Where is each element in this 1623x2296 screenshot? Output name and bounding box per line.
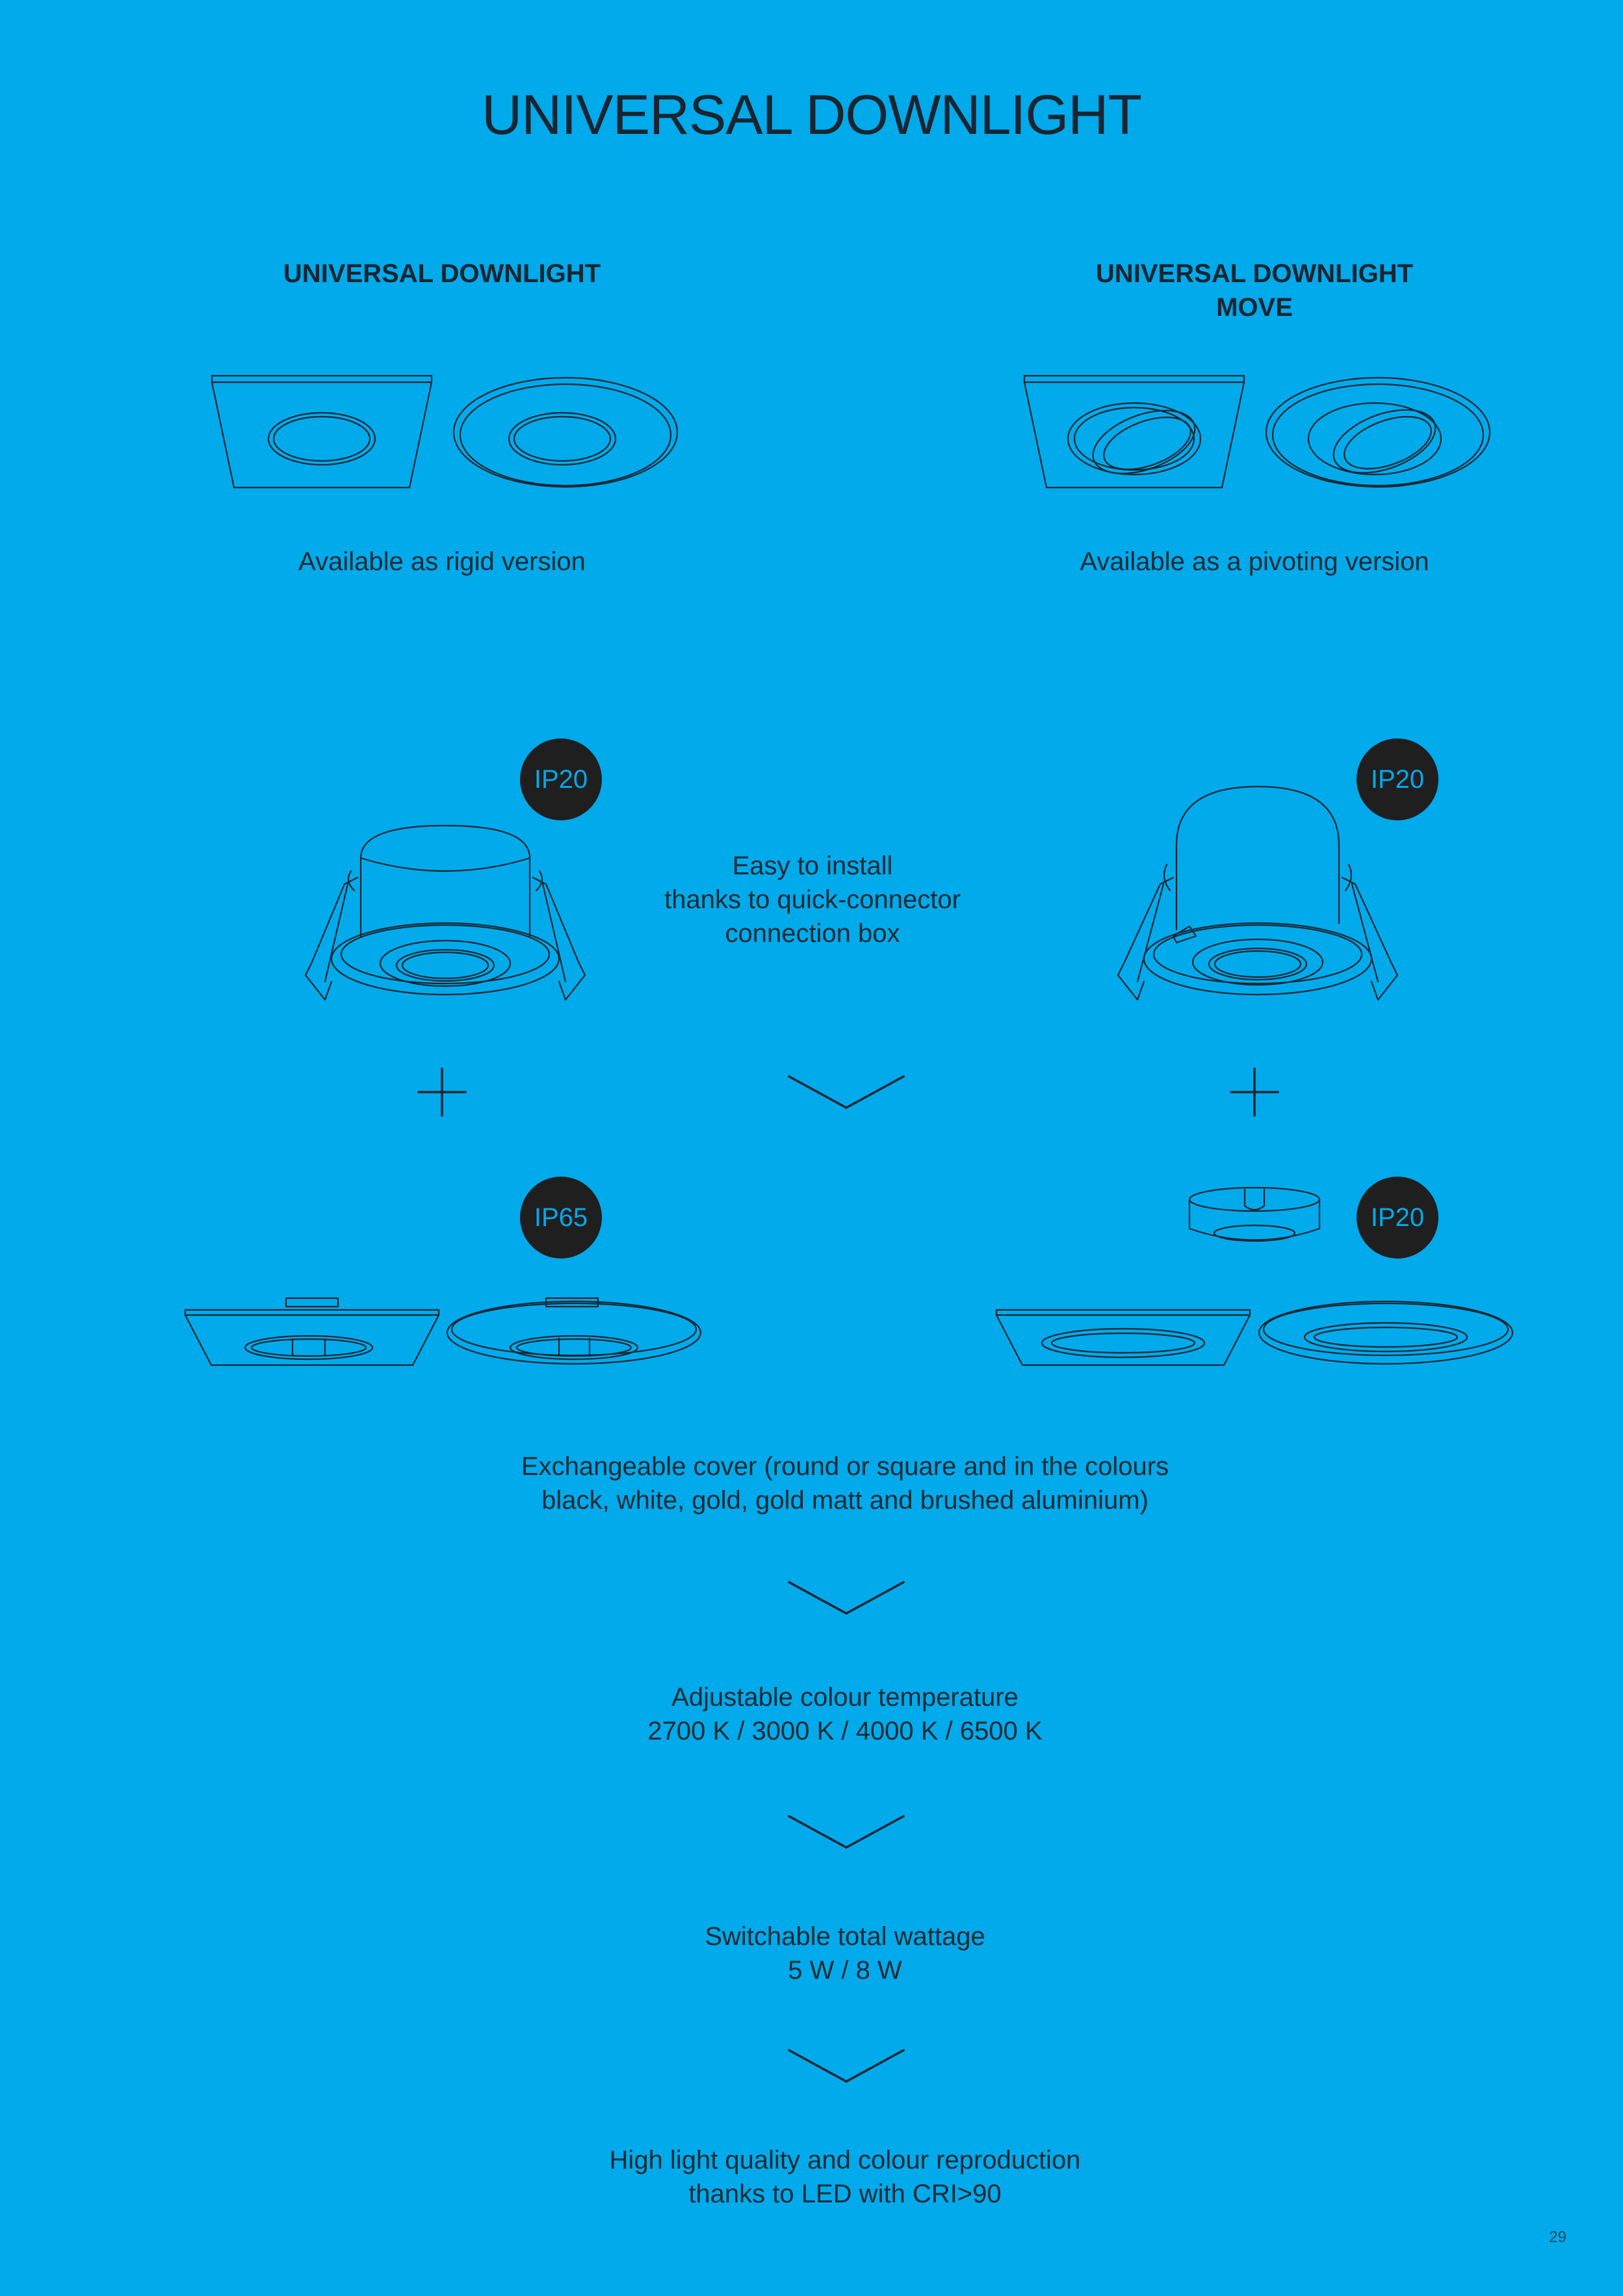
- chevron-down-icon-2: [786, 1580, 906, 1619]
- install-line-3: connection box: [725, 919, 900, 948]
- plus-icon-left: [417, 1067, 467, 1117]
- colour-line-2: 2700 K / 3000 K / 4000 K / 6500 K: [647, 1717, 1043, 1745]
- cover-feature-text: [325, 1450, 1365, 1517]
- wattage-line-2: 5 W / 8 W: [788, 1956, 902, 1985]
- rigid-round-downlight-drawing: [448, 374, 682, 491]
- left-caption: Available as rigid version: [298, 547, 586, 576]
- install-feature-text: [585, 849, 1040, 950]
- chevron-down-icon-3: [786, 1814, 906, 1853]
- right-heading-line2: MOVE: [1216, 293, 1293, 322]
- rigid-downlight-housing-drawing: [299, 819, 591, 1001]
- right-heading-line1: UNIVERSAL DOWNLIGHT: [1095, 259, 1414, 288]
- right-caption: Available as a pivoting version: [1080, 547, 1429, 576]
- left-column-heading: UNIVERSAL DOWNLIGHT: [283, 259, 601, 288]
- right-column-heading: [1027, 257, 1482, 324]
- chevron-down-icon-4: [786, 2048, 906, 2087]
- quality-line-2: thanks to LED with CRI>90: [688, 2180, 1002, 2208]
- ip-badge-right-top: IP20: [1357, 738, 1438, 820]
- plus-icon-right: [1230, 1067, 1279, 1117]
- cover-line-1: Exchangeable cover (round or square and in the colours: [521, 1452, 1169, 1481]
- pivoting-square-downlight-drawing: [1020, 371, 1254, 494]
- colour-temperature-text: [455, 1680, 1235, 1748]
- install-line-2: thanks to quick-connector: [664, 885, 961, 914]
- square-cover-ip20-drawing: [993, 1307, 1253, 1372]
- wattage-text: [455, 1920, 1235, 1987]
- connector-box-drawing: [1186, 1186, 1323, 1251]
- pivoting-round-downlight-drawing: [1261, 374, 1495, 491]
- round-cover-ip65-drawing: [445, 1297, 705, 1368]
- chevron-down-icon-1: [786, 1074, 906, 1113]
- colour-line-1: Adjustable colour temperature: [671, 1683, 1019, 1712]
- cover-line-2: black, white, gold, gold matt and brushed aluminium): [541, 1486, 1149, 1515]
- page-title: UNIVERSAL DOWNLIGHT: [482, 84, 1141, 146]
- ip-badge-left-top: IP20: [520, 738, 602, 820]
- light-quality-text: [390, 2143, 1300, 2211]
- rigid-square-downlight-drawing: [208, 371, 442, 494]
- ip-badge-left-bottom: IP65: [520, 1177, 602, 1259]
- quality-line-1: High light quality and colour reproduction: [609, 2146, 1081, 2174]
- square-cover-ip65-drawing: [182, 1297, 442, 1368]
- page-number: 29: [1549, 2228, 1566, 2246]
- round-cover-ip20-drawing: [1256, 1297, 1516, 1368]
- ip-badge-right-bottom: IP20: [1357, 1177, 1438, 1259]
- pivoting-downlight-housing-drawing: [1111, 780, 1404, 1001]
- install-line-1: Easy to install: [732, 852, 893, 880]
- wattage-line-1: Switchable total wattage: [705, 1922, 985, 1951]
